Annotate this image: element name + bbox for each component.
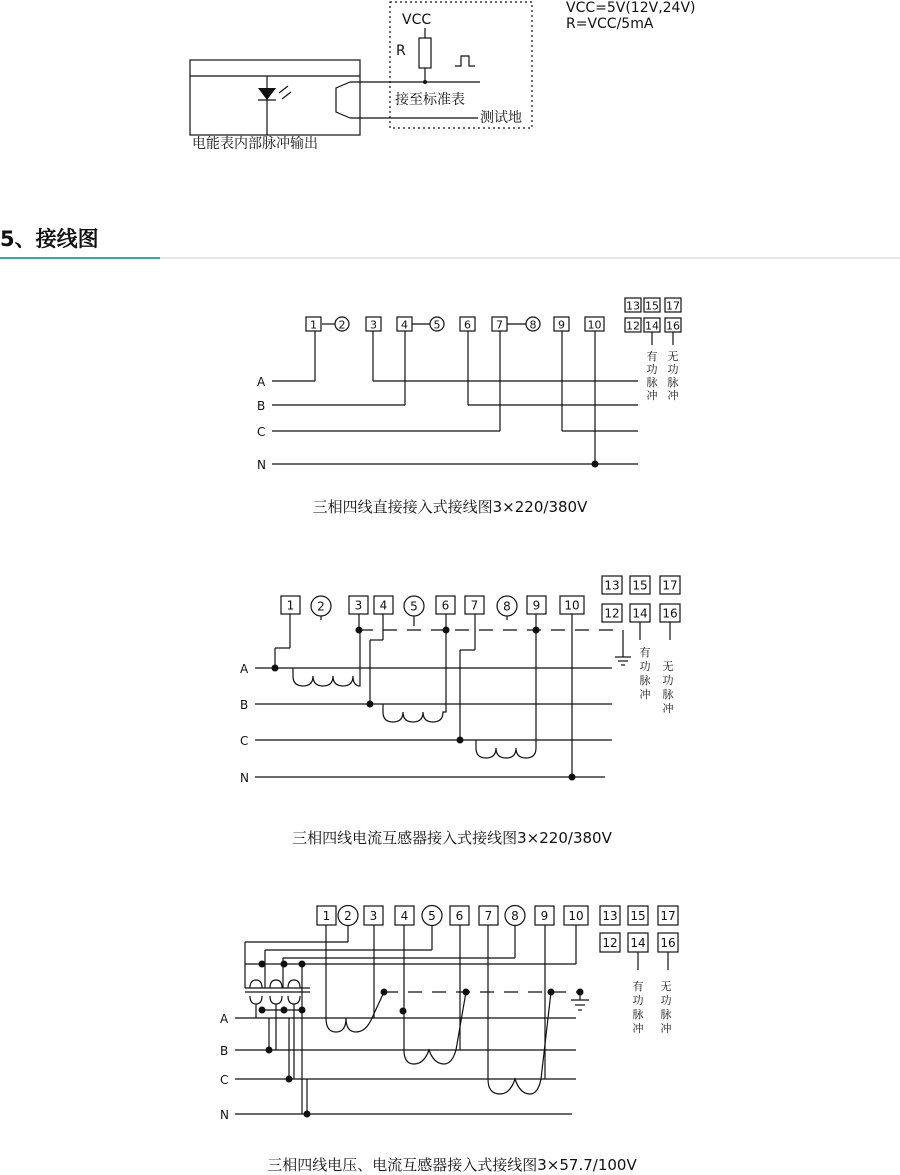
active-pulse-char: 有: [639, 646, 651, 659]
active-pulse-char: 脉: [632, 1008, 644, 1021]
line-label-b: B: [257, 399, 266, 413]
line-label-n: N: [240, 771, 249, 785]
terminal-label: 2: [338, 318, 346, 332]
terminal-label: 1: [310, 318, 317, 332]
pulse-output-caption: 电能表内部脉冲输出: [192, 136, 318, 152]
vcc-label: VCC: [402, 12, 432, 28]
reactive-pulse-char: 冲: [667, 389, 679, 402]
diagram-caption: 三相四线电压、电流互感器接入式接线图3×57.7/100V: [267, 1156, 637, 1174]
voltage-transformer-coil: [288, 996, 300, 1004]
reactive-pulse-char: 功: [660, 994, 672, 1007]
terminal-label: 2: [317, 599, 325, 614]
terminal-label: 16: [666, 319, 680, 333]
line-label-a: A: [220, 1012, 229, 1026]
terminal-label: 16: [662, 606, 678, 621]
diagram-direct-connection: [257, 298, 681, 516]
terminal-label: 10: [568, 909, 584, 923]
line-label-c: C: [257, 425, 266, 439]
terminal-label: 12: [604, 606, 620, 621]
pulse-waveform-icon: [455, 56, 475, 66]
terminal-label: 13: [604, 578, 620, 593]
terminal-label: 3: [369, 909, 378, 923]
terminal-label: 7: [496, 318, 503, 332]
terminal-label: 7: [470, 598, 479, 613]
terminal-label: 3: [354, 598, 363, 613]
terminal-label: 8: [511, 909, 519, 923]
terminal-label: 9: [540, 909, 549, 923]
current-transformer-coil: [293, 630, 360, 686]
terminal-label: 8: [529, 318, 537, 332]
line-label-n: N: [220, 1108, 229, 1122]
resistor-label: R: [396, 43, 406, 59]
terminal-label: 2: [344, 909, 352, 923]
active-pulse-char: 功: [646, 363, 658, 376]
line-label-a: A: [257, 375, 266, 389]
terminal-label: 6: [464, 318, 471, 332]
test-ground-label: 测试地: [480, 110, 522, 126]
active-pulse-char: 脉: [639, 674, 651, 687]
current-transformer-coil: [476, 630, 536, 758]
current-transformer-coil: [383, 630, 446, 722]
active-pulse-char: 有: [632, 980, 644, 993]
reactive-pulse-char: 功: [667, 363, 679, 376]
current-transformer-coil: [404, 925, 466, 1064]
active-pulse-char: 脉: [646, 376, 658, 389]
terminal-label: 3: [370, 318, 377, 332]
terminal-label: 14: [645, 319, 659, 333]
terminal-label: 4: [401, 318, 408, 332]
line-label-c: C: [220, 1073, 229, 1087]
meter-internal-box: [190, 60, 360, 135]
connect-standard-meter-label: 接至标准表: [395, 92, 465, 108]
transistor-icon: [336, 82, 350, 118]
terminal-label: 10: [564, 598, 580, 613]
terminal-label: 4: [400, 909, 409, 923]
terminal-label: 16: [660, 936, 676, 950]
reactive-pulse-char: 无: [660, 980, 672, 993]
reactive-pulse-char: 脉: [667, 376, 679, 389]
reactive-pulse-char: 无: [667, 350, 679, 363]
diagram-caption: 三相四线直接接入式接线图3×220/380V: [312, 498, 588, 516]
reactive-pulse-char: 脉: [660, 1008, 672, 1021]
diagram-pt-ct-connection: [220, 906, 678, 1175]
terminal-label: 12: [602, 936, 618, 950]
terminal-label: 1: [322, 909, 331, 923]
line-label-b: B: [220, 1044, 229, 1058]
diagram-caption: 三相四线电流互感器接入式接线图3×220/380V: [292, 829, 612, 847]
terminal-label: 14: [632, 606, 648, 621]
terminal-label: 8: [503, 599, 511, 614]
vcc-formula: VCC=5V(12V,24V): [566, 0, 696, 16]
reactive-pulse-char: 脉: [662, 688, 674, 701]
reactive-pulse-char: 功: [662, 674, 674, 687]
terminal-label: 17: [662, 578, 678, 593]
terminal-label: 13: [626, 299, 640, 313]
line-label-a: A: [240, 662, 249, 676]
voltage-transformer-coil: [250, 996, 262, 1004]
terminal-label: 15: [632, 578, 648, 593]
active-pulse-char: 有: [646, 350, 658, 363]
terminal-label: 14: [630, 936, 646, 950]
terminal-label: 13: [602, 909, 618, 923]
current-transformer-coil: [488, 925, 551, 1094]
terminal-label: 15: [645, 299, 659, 313]
terminal-label: 9: [558, 318, 565, 332]
active-pulse-char: 功: [639, 660, 651, 673]
active-pulse-char: 功: [632, 994, 644, 1007]
active-pulse-char: 冲: [632, 1022, 644, 1035]
resistor-icon: [419, 38, 431, 68]
terminal-label: 6: [441, 598, 450, 613]
reactive-pulse-char: 无: [662, 660, 674, 673]
active-pulse-char: 冲: [646, 389, 658, 402]
terminal-label: 5: [410, 599, 418, 614]
active-pulse-char: 冲: [639, 688, 651, 701]
line-label-c: C: [240, 734, 249, 748]
terminal-label: 9: [532, 598, 541, 613]
line-label-n: N: [257, 458, 266, 472]
terminal-label: 12: [626, 319, 640, 333]
terminal-label: 5: [433, 318, 441, 332]
resistor-formula: R=VCC/5mA: [566, 16, 654, 32]
terminal-label: 17: [660, 909, 676, 923]
terminal-label: 10: [587, 318, 602, 332]
current-transformer-coil: [326, 925, 384, 1032]
terminal-label: 15: [630, 909, 646, 923]
reactive-pulse-char: 冲: [660, 1022, 672, 1035]
terminal-label: 17: [666, 299, 680, 313]
voltage-transformer-coil: [270, 996, 282, 1004]
terminal-label: 6: [455, 909, 464, 923]
pulse-output-diagram: [190, 0, 696, 152]
section-title: 5、接线图: [0, 227, 99, 251]
terminal-label: 4: [379, 598, 388, 613]
line-label-b: B: [240, 698, 249, 712]
terminal-label: 5: [428, 909, 436, 923]
terminal-label: 1: [286, 598, 295, 613]
terminal-label: 7: [484, 909, 493, 923]
reactive-pulse-char: 冲: [662, 702, 674, 715]
diagram-ct-connection: [240, 576, 680, 847]
